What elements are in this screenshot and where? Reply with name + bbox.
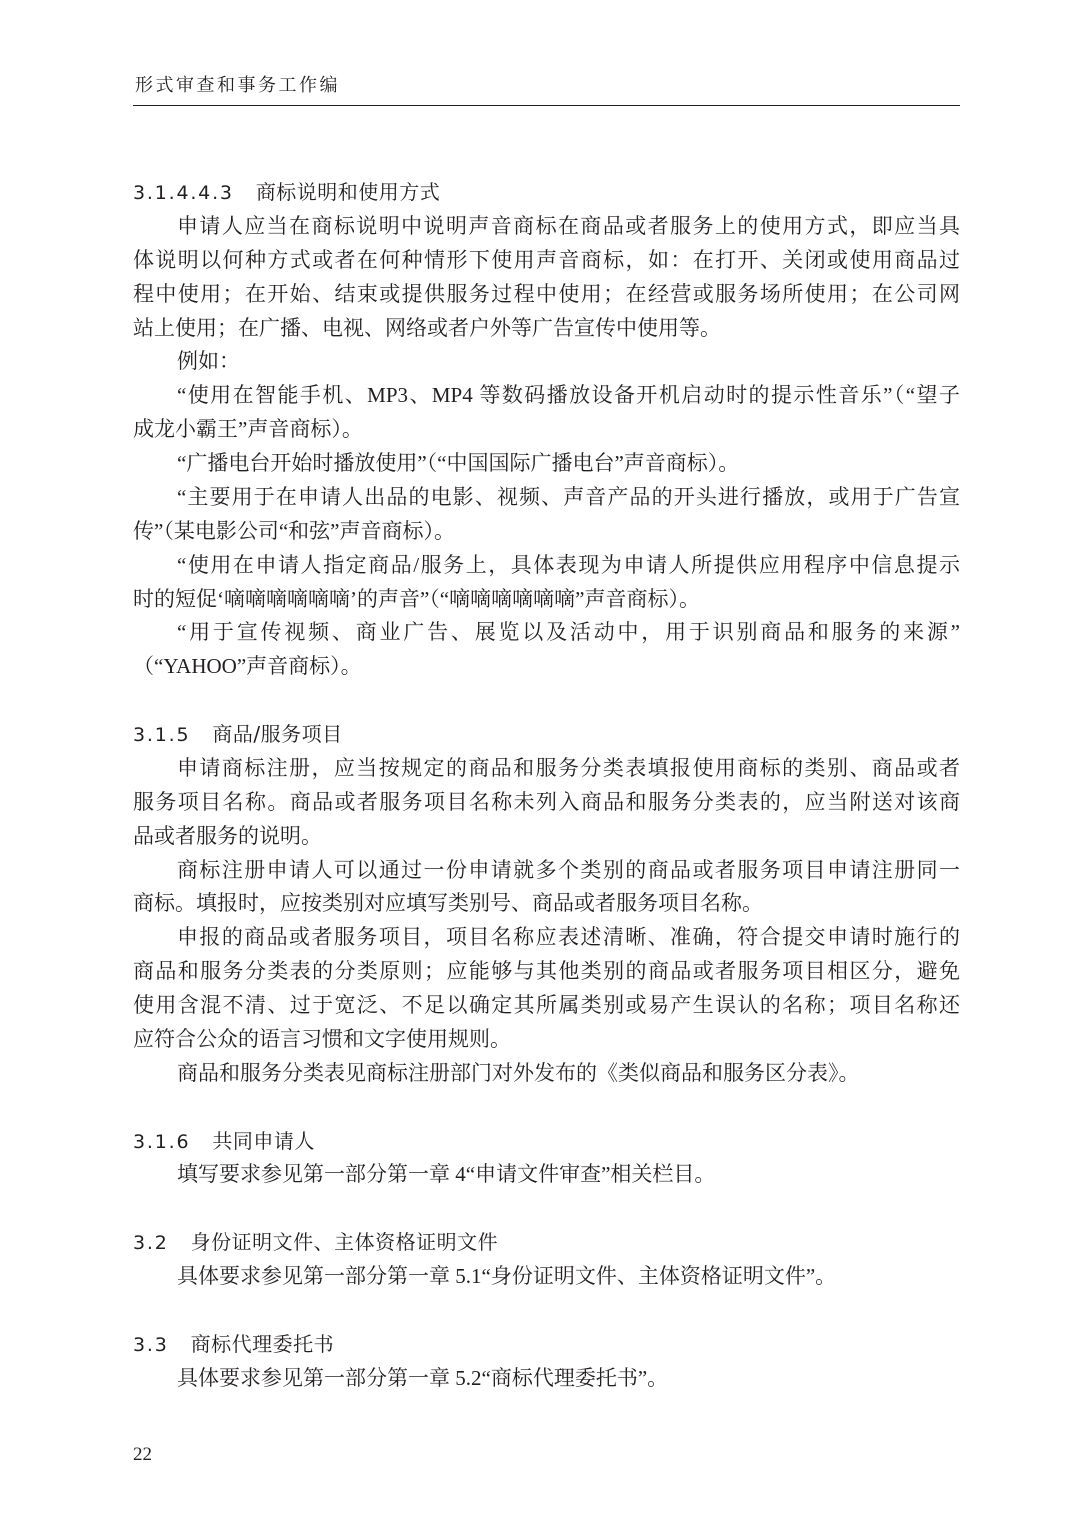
header-rule [133,105,960,106]
text-line: 申请商标注册，应当按规定的商品和服务分类表填报使用商标的类别、商品或者 [177,755,960,780]
section-number: 3.1.6 [133,1130,191,1153]
section-number: 3.1.5 [133,724,191,746]
paragraph [133,1057,960,1091]
text-line: 体说明以何种方式或者在何种情形下使用声音商标，如：在打开、关闭或使用商品过 [133,247,960,272]
paragraph [133,210,960,346]
text-line: 申报的商品或者服务项目，项目名称应表述清晰、准确，符合提交申请时施行的 [177,925,960,950]
paragraph [133,1158,960,1192]
paragraph [133,921,960,1057]
section-3-3 [133,1328,960,1396]
section-number: 3.2 [133,1232,169,1255]
section-3-1-5 [133,718,960,1091]
text-line: “使用在智能手机、MP3、MP4 等数码播放设备开机启动时的提示性音乐”（“望子 [177,383,960,408]
section-number: 3.3 [133,1333,169,1356]
section-3-1-6 [133,1125,960,1193]
text-line: 具体要求参见第一部分第一章 5.1“身份证明文件、主体资格证明文件”。 [177,1264,837,1288]
text-line: 商标。填报时，应按类别对应填写类别号、商品或者服务项目名称。 [133,891,763,916]
text-line: 成龙小霸王”声音商标）。 [133,417,363,442]
page-body [133,176,960,1396]
text-line: 应符合公众的语言习惯和文字使用规则。 [133,1026,511,1051]
paragraph [133,752,960,854]
text-line: 使用含混不清、过于宽泛、不足以确定其所属类别或易产生误认的名称；项目名称还 [133,993,960,1017]
text-line: 服务项目名称。商品或者服务项目名称未列入商品和服务分类表的，应当附送对该商 [133,789,960,814]
running-header: 形式审查和事务工作编 [135,75,340,95]
text-line: 填写要求参见第一部分第一章 4“申请文件审查”相关栏目。 [177,1162,716,1187]
text-line: “广播电台开始时播放使用”（“中国国际广播电台”声音商标）。 [177,451,740,475]
section-heading [133,1226,960,1260]
text-line: 站上使用；在广播、电视、网络或者户外等广告宣传中使用等。 [133,315,721,340]
text-line: “主要用于在申请人出品的电影、视频、声音产品的开头进行播放，或用于广告宣 [177,484,960,509]
paragraph [133,1362,960,1396]
text-line: 商品和服务分类表见商标注册部门对外发布的《类似商品和服务区分表》。 [177,1060,860,1085]
text-line: “用于宣传视频、商业广告、展览以及活动中，用于识别商品和服务的来源” [177,620,960,645]
page-number: 22 [133,1444,152,1465]
example-paragraph [133,379,960,447]
text-line: 商品和服务分类表的分类原则；应能够与其他类别的商品或者服务项目相区分，避免 [133,959,960,984]
text-line: 例如： [177,349,240,374]
section-title: 身份证明文件、主体资格证明文件 [190,1230,499,1255]
section-title: 共同申请人 [212,1128,315,1153]
text-line: 传”（某电影公司“和弦”声音商标）。 [133,518,455,543]
section-number: 3.1.4.4.3 [133,182,234,204]
text-line: 程中使用；在开始、结束或提供服务过程中使用；在经营或服务场所使用；在公司网 [133,281,960,306]
section-heading [133,718,960,752]
paragraph [133,1260,960,1294]
text-line: “使用在申请人指定商品/服务上，具体表现为申请人所提供应用程序中信息提示 [177,552,960,577]
section-title: 商标说明和使用方式 [255,180,441,204]
paragraph [133,345,960,379]
section-3-2 [133,1226,960,1294]
section-heading [133,176,960,210]
section-title: 商标代理委托书 [190,1331,335,1356]
text-line: 时的短促‘嘀嘀嘀嘀嘀嘀’的声音”（“嘀嘀嘀嘀嘀嘀”声音商标）。 [133,586,700,611]
section-heading [133,1125,960,1159]
section-title: 商品/服务项目 [212,722,343,746]
text-line: 申请人应当在商标说明中说明声音商标在商品或者服务上的使用方式，即应当具 [177,213,960,238]
text-line: 商标注册申请人可以通过一份申请就多个类别的商品或者服务项目申请注册同一 [177,857,960,882]
example-paragraph [133,549,960,617]
section-heading [133,1328,960,1362]
example-paragraph [133,447,960,481]
paragraph [133,854,960,922]
text-line: 品或者服务的说明。 [133,823,322,848]
section-3-1-4-4-3 [133,176,960,684]
text-line: （“YAHOO”声音商标）。 [133,654,362,679]
example-paragraph [133,481,960,549]
text-line: 具体要求参见第一部分第一章 5.2“商标代理委托书”。 [177,1365,669,1390]
example-paragraph [133,616,960,684]
